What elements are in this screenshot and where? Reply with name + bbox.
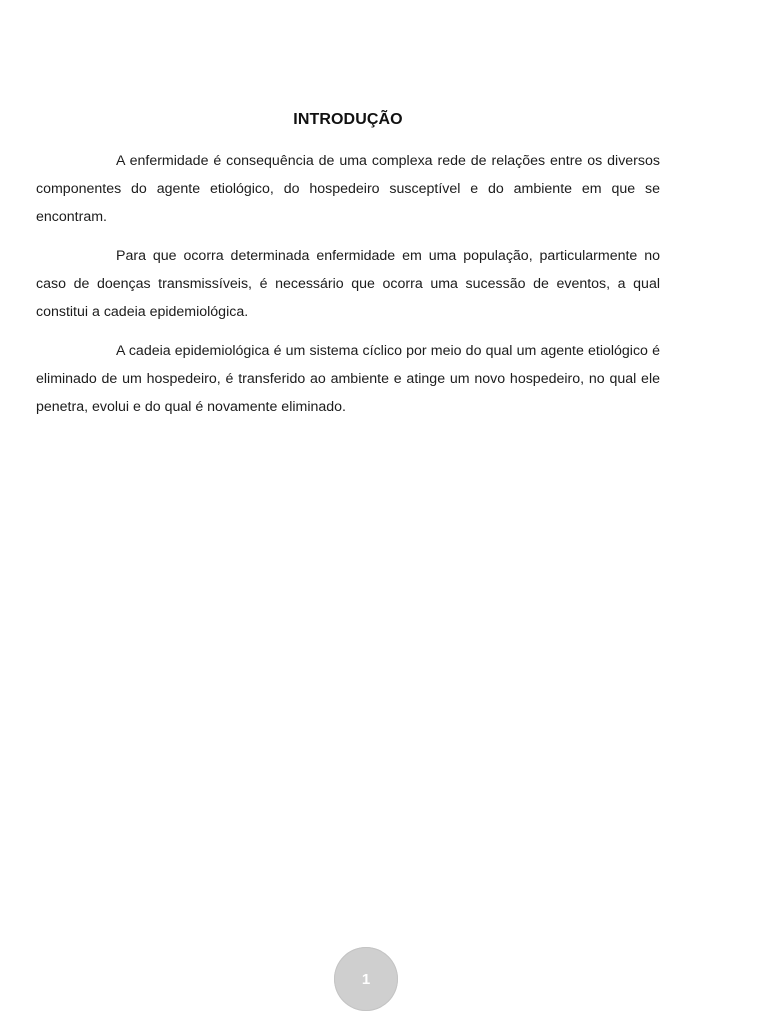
paragraph-1: A enfermidade é consequência de uma complexa rede de relações entre os diversos componentes do agente etiológico, do hospedeiro susceptível e do ambiente em que se encontram. [36,153,660,225]
section-title: INTRODUÇÃO [293,111,403,128]
page-number-text: 1 [361,970,371,988]
paragraph-3: A cadeia epidemiológica é um sistema cíclico por meio do qual um agente etiológico é eliminado de um hospedeiro, é transferido ao ambiente e atinge um novo hospedeiro, no qual ele penetra, evolui e do qual é novamente eliminado. [36,343,660,415]
page-number-badge [334,947,398,1011]
document-body [36,108,660,432]
paragraph-2: Para que ocorra determinada enfermidade em uma população, particularmente no caso de doenças transmissíveis, é necessário que ocorra uma sucessão de eventos, a qual constitui a cadeia epidemiológica. [36,248,660,320]
